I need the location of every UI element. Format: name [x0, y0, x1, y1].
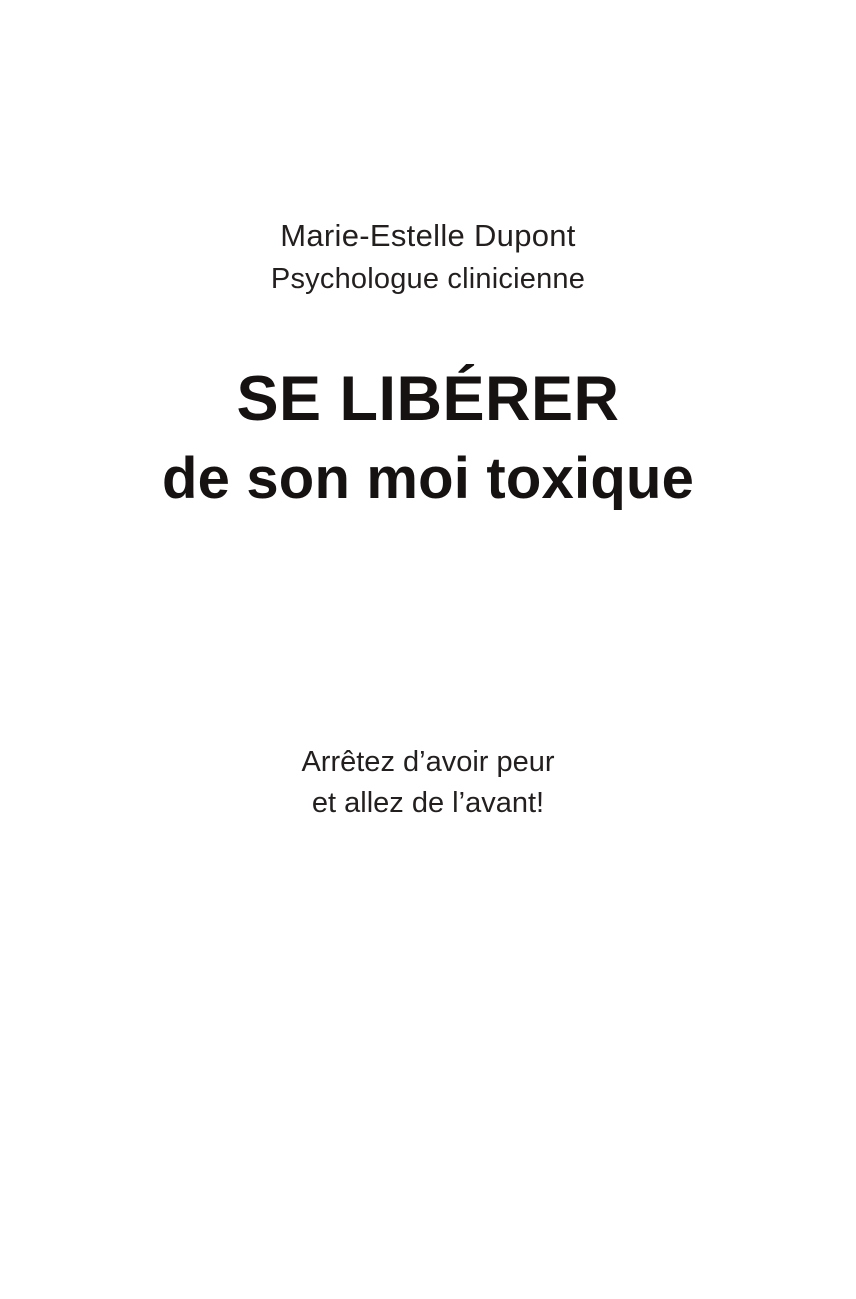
author-role: Psychologue clinicienne — [270, 262, 586, 295]
page-subtitle: de son moi toxique — [161, 445, 695, 511]
tagline-block — [0, 742, 856, 824]
title-block — [0, 218, 856, 509]
tagline-line-2: et allez de l’avant! — [311, 787, 545, 820]
page-title: SE LIBÉRER — [236, 364, 620, 435]
author-name: Marie-Estelle Dupont — [280, 218, 576, 253]
tagline-line-1: Arrêtez d’avoir peur — [301, 746, 555, 778]
